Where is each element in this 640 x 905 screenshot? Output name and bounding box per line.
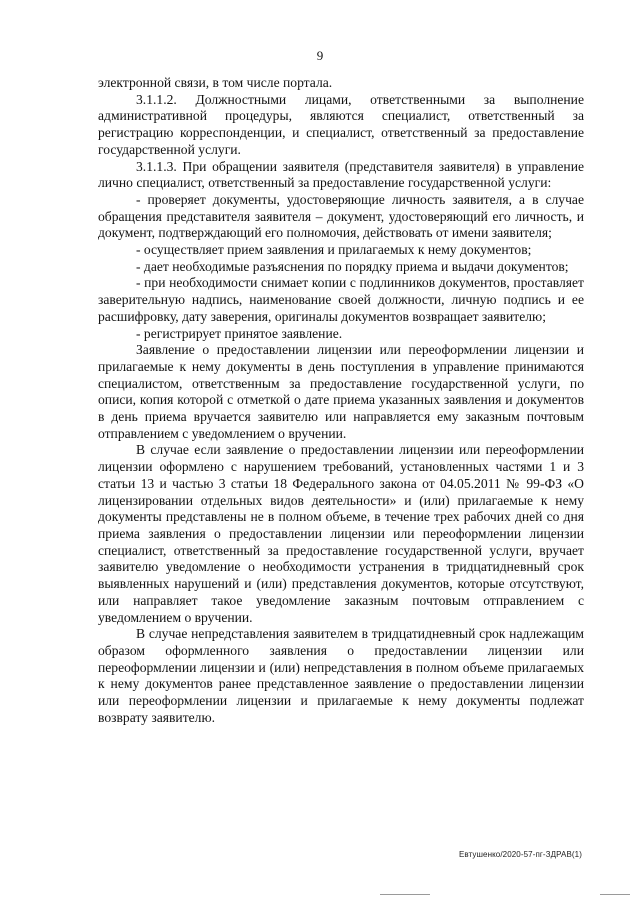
paragraph-5: - осуществляет прием заявления и прилагаемых к нему документов; <box>136 242 532 258</box>
paragraph-3: 3.1.1.3. При обращении заявителя (представителя заявителя) в управление лично специалист, ответственный за предоставление государственной услуги: <box>98 158 584 191</box>
paragraph-2: 3.1.1.2. Должностными лицами, ответственными за выполнение административной процедуры, являются специалист, ответственный за регистрацию корреспонденции, и специалист, ответственный за предоставление государственной услуги. <box>98 91 584 157</box>
paragraph-1: электронной связи, в том числе портала. <box>98 75 333 90</box>
paragraph-7: - при необходимости снимает копии с подлинников документов, проставляет заверительную надпись, наименование своей должности, личную подпись и ее расшифровку, дату заверения, оригиналы документов возвращает заявителю; <box>98 275 584 324</box>
paragraph-6: - дает необходимые разъяснения по порядку приема и выдачи документов; <box>136 258 569 274</box>
paragraph-10: В случае если заявление о предоставлении лицензии или переоформлении лицензии оформлено с нарушением требований, установленных частями 1 и 3 статьи 13 и частью 3 статьи 18 Федерального закона от 04.05.2011 № 99-ФЗ «О лицензировании отдельных видов деятельности» и (или) прилагаемые к нему документы представлены не в полном объеме, в течение трех рабочих дней со дня приема заявления о предоставлении лицензии или переоформлении лицензии специалист, ответственный за предоставление государственной услуги, вручает заявителю уведомление о необходимости устранения в тридцатидневный срок выявленных нарушений и (или) представления документов, которые отсутствуют, или направляет такое уведомление заказным почтовым отправлением с уведомлением о вручении. <box>98 442 584 625</box>
paragraph-8: - регистрирует принятое заявление. <box>136 325 343 341</box>
document-body <box>98 75 584 726</box>
paragraph-9: Заявление о предоставлении лицензии или переоформлении лицензии и прилагаемые к нему документы в день поступления в управление принимаются специалистом, ответственным за предоставление государственной услуги, по описи, копия которой с отметкой о дате приема указанных заявления и документов в день приема вручается заявителю или направляется ему заказным почтовым отправлением с уведомлением о вручении. <box>98 342 584 441</box>
paragraph-4: - проверяет документы, удостоверяющие личность заявителя, а в случае обращения представителя заявителя – документ, удостоверяющий его личность, и документ, подтверждающий его полномочия, действовать от имени заявителя; <box>98 191 584 241</box>
scan-artifact-line <box>380 894 430 895</box>
document-code: Евтушенко/2020-57-пг-ЗДРАВ(1) <box>458 850 582 859</box>
page-number: 9 <box>316 48 324 63</box>
paragraph-11: В случае непредставления заявителем в тридцатидневный срок надлежащим образом оформленного заявления о предоставлении лицензии или переоформлении лицензии и (или) непредставления в полном объеме прилагаемых к нему документов ранее представленное заявление о предоставлении лицензии или переоформлении лицензии и прилагаемые к нему документы подлежат возврату заявителю. <box>98 626 584 725</box>
scan-artifact-line <box>600 894 630 895</box>
